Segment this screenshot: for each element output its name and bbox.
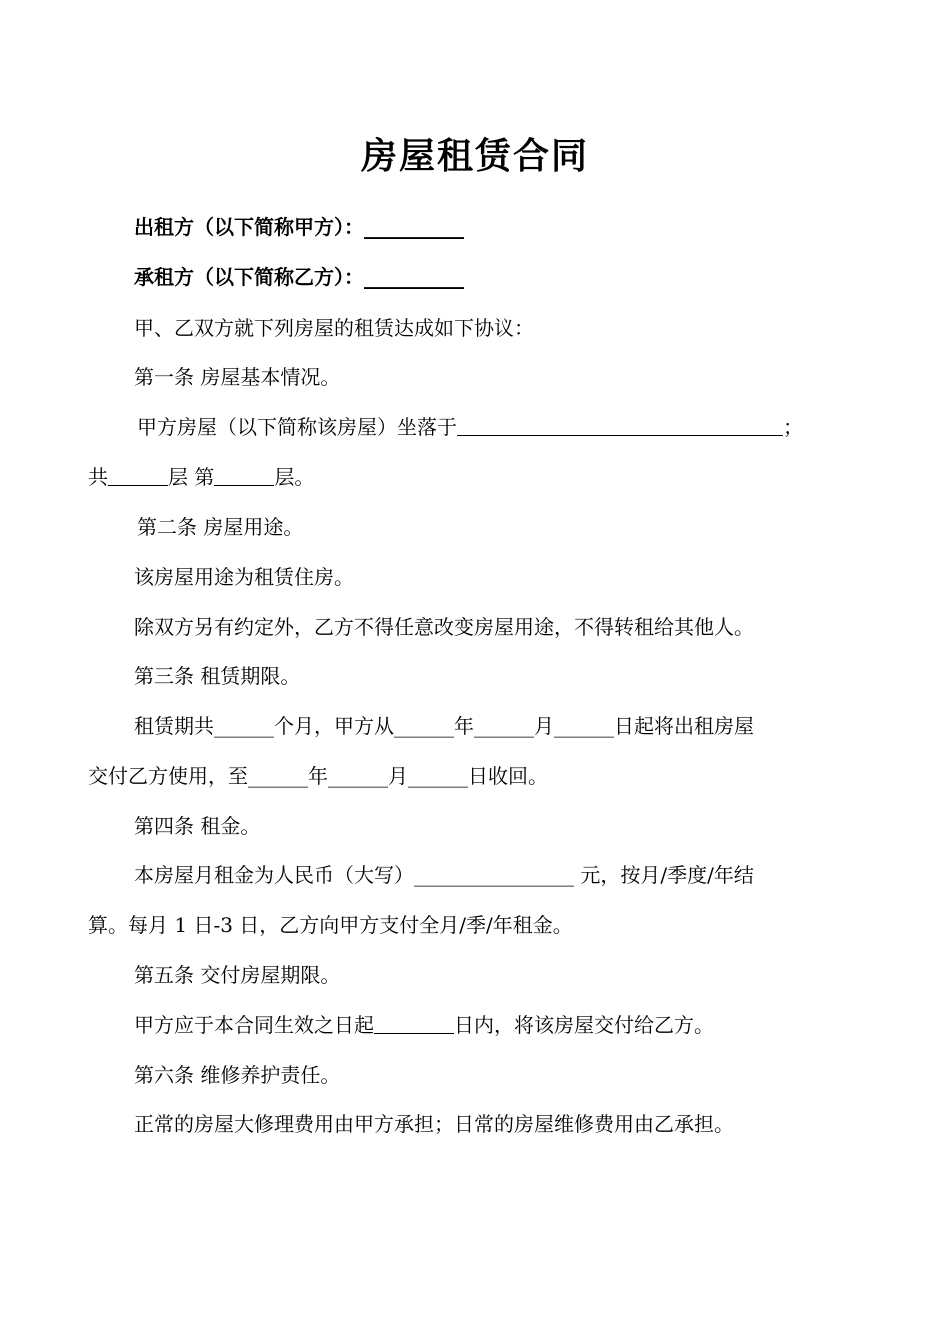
floor-number-underline — [214, 463, 274, 486]
lessee-line — [134, 262, 878, 292]
article3-line-2: 交付乙方使用，至______年______月______日收回。 — [88, 764, 548, 788]
floors-end-label: 层。 — [274, 465, 315, 489]
article5-heading: 第五条 交付房屋期限。 — [134, 963, 341, 987]
article2-paragraph-1: 该房屋用途为租赁住房。 — [134, 565, 354, 589]
article1-floors-line — [88, 462, 878, 492]
intro-paragraph: 甲、乙双方就下列房屋的租赁达成如下协议： — [134, 316, 534, 340]
lessee-blank: __________ — [364, 265, 464, 289]
document-title: 房屋租赁合同 — [360, 136, 589, 177]
article3-line-1: 租赁期共______个月，甲方从______年______月______日起将出租房屋 — [134, 714, 754, 738]
article4-line-1: 本房屋月租金为人民币（大写）________________ 元，按月/季度/年结 — [134, 863, 754, 887]
article6-heading: 第六条 维修养护责任。 — [134, 1063, 341, 1087]
article2-heading: 第二条 房屋用途。 — [137, 515, 304, 539]
floors-total-label: 共 — [88, 465, 108, 489]
lessor-line — [134, 212, 878, 242]
article4-line-2: 算。每月 1 日-3 日，乙方向甲方支付全月/季/年租金。 — [88, 913, 573, 937]
floors-total-underline — [108, 463, 168, 486]
lessor-blank: __________ — [364, 215, 464, 239]
article5-line-1 — [134, 1010, 878, 1040]
article1-location-end: ； — [783, 415, 803, 439]
article1-heading: 第一条 房屋基本情况。 — [134, 365, 341, 389]
lessor-label: 出租方（以下简称甲方）： — [134, 215, 364, 239]
article6-paragraph-1: 正常的房屋大修理费用由甲方承担；日常的房屋维修费用由乙承担。 — [134, 1112, 734, 1136]
article5-text-b: 日内，将该房屋交付给乙方。 — [454, 1013, 714, 1037]
delivery-days-underline — [374, 1011, 454, 1034]
floor-number-label: 层 第 — [168, 465, 215, 489]
article3-heading: 第三条 租赁期限。 — [134, 664, 301, 688]
article4-heading: 第四条 租金。 — [134, 814, 261, 838]
article1-location-line — [137, 412, 878, 442]
article5-text-a: 甲方应于本合同生效之日起 — [134, 1013, 374, 1037]
article2-paragraph-2: 除双方另有约定外，乙方不得任意改变房屋用途，不得转租给其他人。 — [134, 615, 754, 639]
lessee-label: 承租方（以下简称乙方）： — [134, 265, 364, 289]
article1-location-text: 甲方房屋（以下简称该房屋）坐落于 — [137, 415, 457, 439]
location-underline — [457, 413, 783, 436]
